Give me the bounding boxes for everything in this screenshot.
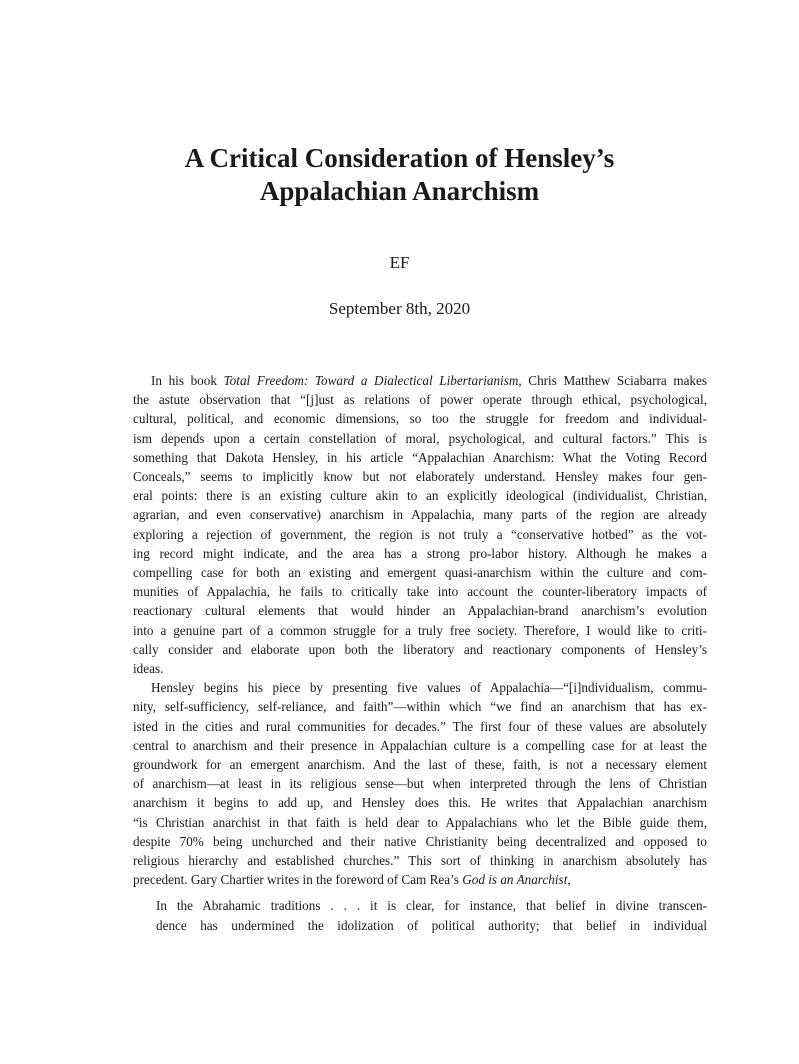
text-line: munities of Appalachia, he fails to critically take into account the counter-liberatory impacts of — [133, 584, 707, 600]
text-line: exploring a rejection of government, the region is not truly a “conservative hotbed” as the vot- — [133, 526, 707, 542]
text-line: ism depends upon a certain constellation of moral, psychological, and cultural factors.” This is — [133, 430, 707, 446]
text-line: ideas. — [133, 661, 164, 677]
text-line: compelling case for both an existing and emergent quasi-anarchism within the culture and com- — [133, 565, 707, 581]
text-line: agrarian, and even conservative) anarchism in Appalachia, many parts of the region are already — [133, 507, 707, 523]
text-line: In his book Total Freedom: Toward a Dialectical Libertarianism, Chris Matthew Sciabarra makes — [151, 373, 708, 388]
text-line: “is Christian anarchist in that faith is held dear to Appalachians who let the Bible guide them, — [133, 814, 707, 830]
text-line: Hensley begins his piece by presenting five values of Appalachia—“[i]ndividualism, commu- — [151, 680, 707, 696]
text-line: despite 70% being unchurched and their native Christianity being decentralized and opposed to — [133, 833, 707, 849]
text-line: reactionary cultural elements that would hinder an Appalachian-brand anarchism’s evolution — [133, 603, 707, 619]
text-line: Conceals,” seems to implicitly know but not elaborately understand. Hensley makes four gen- — [133, 469, 707, 485]
body-text — [133, 371, 707, 935]
quote-line: In the Abrahamic traditions . . . it is clear, for instance, that belief in divine transcen- — [156, 898, 707, 914]
text-line: nity, self-sufficiency, self-reliance, and faith”—within which “we find an anarchism that has ex- — [133, 699, 707, 715]
text-line: cultural, political, and economic dimensions, so too the struggle for freedom and individual- — [133, 411, 707, 427]
book-title: God is an Anarchist — [462, 872, 568, 888]
paper-title — [0, 142, 799, 208]
text-line: groundwork for an emergent anarchism. And the last of these, faith, is not a necessary element — [133, 757, 707, 773]
author: EF — [389, 253, 410, 272]
paragraph-2 — [133, 678, 707, 889]
text-line: central to anarchism and their presence in Appalachian culture is a compelling case for at least the — [133, 737, 707, 753]
text-line: into a genuine part of a common struggle for a truly free society. Therefore, I would like to criti- — [133, 622, 707, 638]
text-line: of anarchism—at least in its religious sense—but when interpreted through the lens of Christian — [133, 776, 707, 792]
text-line: cally consider and elaborate upon both the liberatory and reactionary components of Hensley’s — [133, 641, 707, 657]
quote-line: dence has undermined the idolization of political authority; that belief in individual — [156, 917, 707, 933]
title-line: A Critical Consideration of Hensley’s — [184, 143, 615, 173]
text-line: ing record might indicate, and the area has a strong pro-labor history. Although he makes a — [133, 545, 707, 561]
paragraph-1 — [133, 371, 707, 678]
text-line: anarchism it begins to add up, and Hensley does this. He writes that Appalachian anarchism — [133, 795, 707, 811]
block-quote — [156, 896, 707, 934]
text-line: isted in the cities and rural communities for decades.” The first four of these values are absolutely — [133, 718, 707, 734]
text-line: something that Dakota Hensley, in his article “Appalachian Anarchism: What the Voting Record — [133, 449, 707, 465]
text-line: religious hierarchy and established churches.” This sort of thinking in anarchism absolutely has — [133, 853, 707, 869]
title-line: Appalachian Anarchism — [259, 176, 540, 206]
text-line: the astute observation that “[j]ust as relations of power operate through ethical, psychological, — [133, 392, 707, 408]
text-line: eral points: there is an existing culture akin to an explicitly ideological (individualist, Christian, — [133, 488, 707, 504]
text-line: precedent. Gary Chartier writes in the foreword of Cam Rea’s God is an Anarchist, — [133, 872, 571, 888]
book-title: Total Freedom: Toward a Dialectical Libertarianism — [223, 373, 519, 388]
date: September 8th, 2020 — [328, 299, 471, 318]
